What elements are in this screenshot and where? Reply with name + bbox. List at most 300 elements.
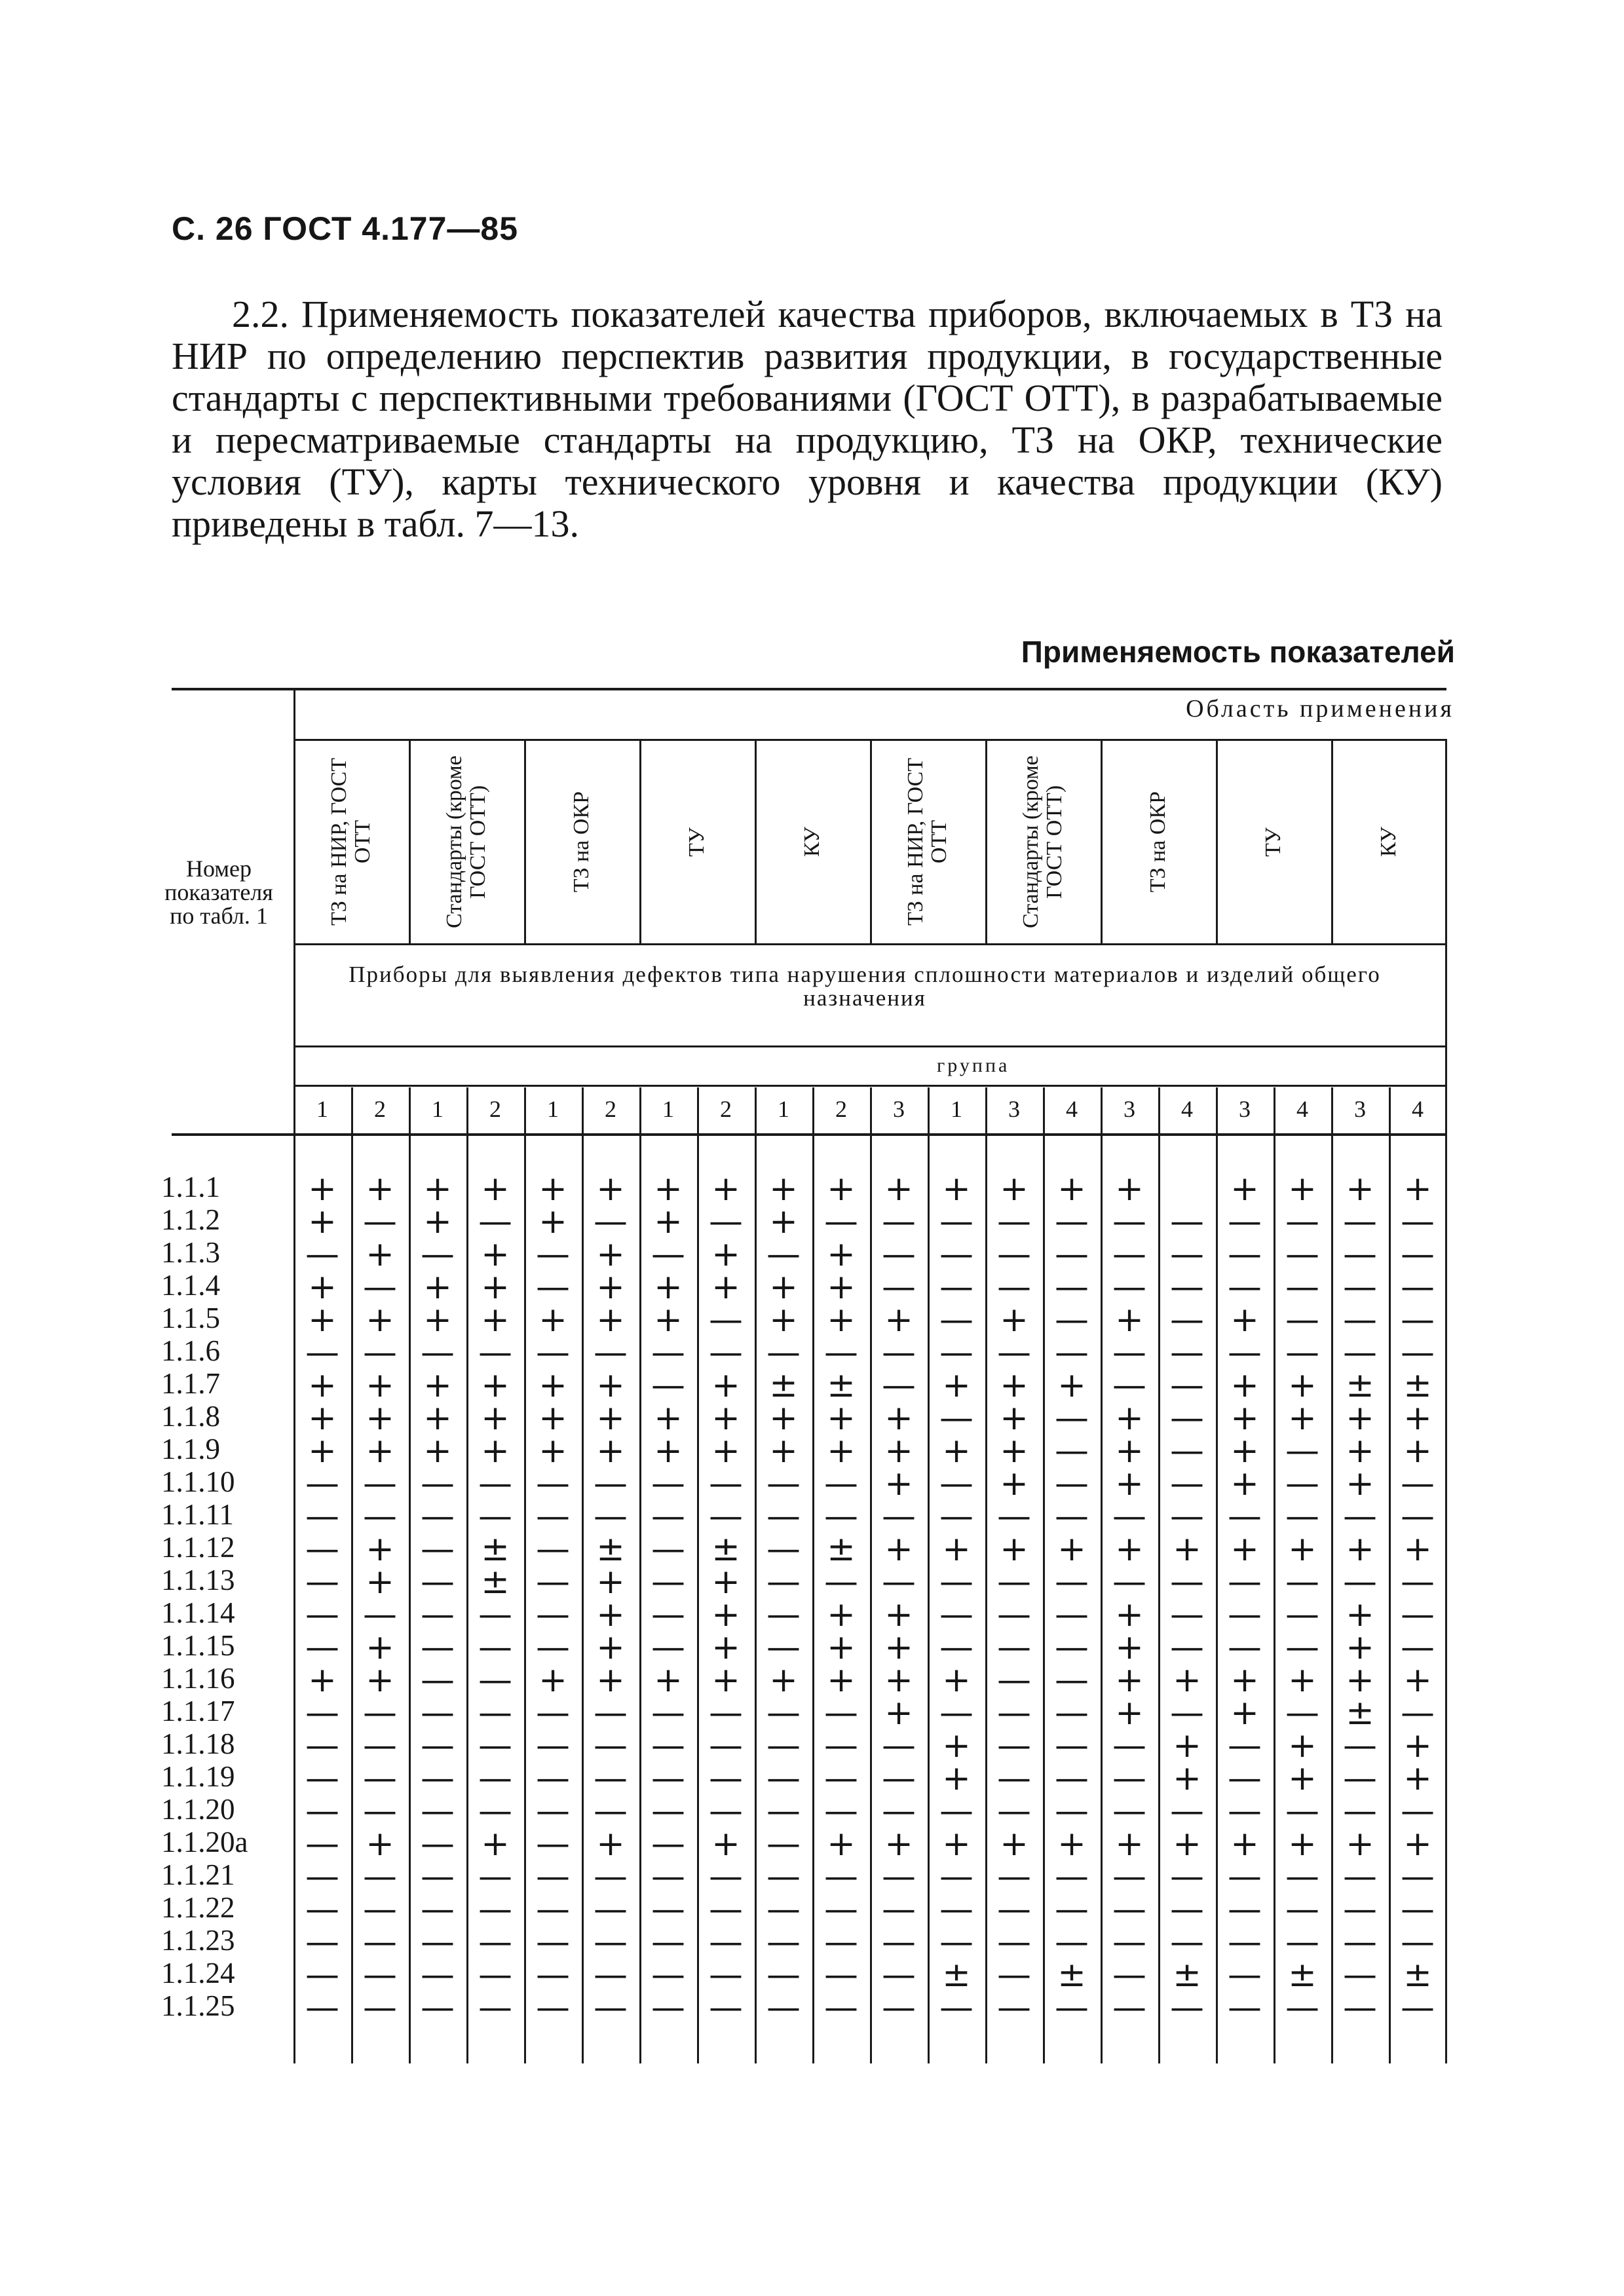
table-cell: +: [481, 1268, 510, 1307]
table-cell: —: [651, 1333, 685, 1372]
table-cell: —: [997, 1562, 1031, 1602]
table-cell: —: [1285, 1890, 1319, 1929]
table-cell: —: [1112, 1726, 1146, 1765]
table-cell: +: [1000, 1366, 1029, 1405]
table-cell: +: [884, 1595, 913, 1634]
table-cell: +: [1000, 1300, 1029, 1340]
table-cell: —: [1343, 1955, 1377, 1995]
table-cell: +: [1173, 1530, 1201, 1569]
table-cell: —: [421, 1333, 455, 1372]
group-number: 1: [662, 1096, 674, 1122]
table-cell: —: [1401, 1497, 1435, 1536]
table-cell: —: [766, 1792, 801, 1831]
table-cell: +: [481, 1366, 510, 1405]
table-cell: —: [536, 1824, 570, 1864]
table-cell: +: [596, 1595, 625, 1634]
column-header-8: [1101, 747, 1216, 937]
table-cell: —: [939, 1399, 973, 1438]
table-cell: +: [366, 1562, 394, 1602]
table-cell: —: [939, 1988, 973, 2027]
table-cell: +: [1288, 1726, 1317, 1765]
column-header-2: [409, 747, 524, 937]
table-cell: —: [1055, 1464, 1089, 1503]
column-header-text: КУ: [1376, 826, 1401, 857]
table-cell: —: [709, 1857, 743, 1896]
table-cell: —: [594, 1202, 628, 1241]
table-cell: +: [1057, 1366, 1086, 1405]
table-cell: —: [997, 1890, 1031, 1929]
group-number: 1: [316, 1096, 328, 1122]
table-cell: —: [882, 1955, 916, 1995]
table-cell: +: [423, 1169, 452, 1209]
group-number: 2: [835, 1096, 847, 1122]
table-cell: —: [1170, 1628, 1204, 1667]
table-cell: +: [942, 1661, 971, 1700]
table-cell: —: [651, 1497, 685, 1536]
row-label: 1.1.24: [161, 1957, 235, 1989]
table-cell: —: [1055, 1595, 1089, 1634]
table-cell: +: [769, 1431, 798, 1471]
table-cell: +: [596, 1235, 625, 1274]
table-cell: —: [536, 1759, 570, 1798]
table-cell: +: [827, 1595, 856, 1634]
table-cell: —: [1285, 1333, 1319, 1372]
table-cell: —: [1112, 1366, 1146, 1405]
column-header-3: [524, 747, 639, 937]
table-cell: —: [363, 1497, 397, 1536]
table-cell: —: [709, 1497, 743, 1536]
table-cell: —: [1285, 1202, 1319, 1241]
table-cell: +: [538, 1366, 567, 1405]
table-cell: +: [1346, 1464, 1374, 1503]
table-cell: —: [997, 1759, 1031, 1798]
table-cell: —: [478, 1202, 512, 1241]
table-cell: +: [1346, 1628, 1374, 1667]
table-cell: +: [1230, 1693, 1259, 1733]
device-type-rule: [293, 1045, 1446, 1047]
table-cell: —: [939, 1792, 973, 1831]
row-label: 1.1.22: [161, 1891, 235, 1924]
row-label: 1.1.9: [161, 1433, 220, 1465]
table-cell: —: [651, 1890, 685, 1929]
row-label: 1.1.17: [161, 1695, 235, 1727]
table-cell: +: [423, 1431, 452, 1471]
group-number: 2: [720, 1096, 732, 1122]
table-cell: +: [711, 1595, 740, 1634]
table-cell: —: [305, 1562, 339, 1602]
table-cell: +: [1346, 1399, 1374, 1438]
table-cell: +: [1115, 1399, 1144, 1438]
table-cell: —: [1401, 1268, 1435, 1307]
table-cell: +: [366, 1530, 394, 1569]
table-cell: —: [1401, 1628, 1435, 1667]
table-cell: —: [651, 1988, 685, 2027]
table-cell: —: [709, 1759, 743, 1798]
row-label: 1.1.14: [161, 1596, 235, 1629]
table-cell: —: [305, 1955, 339, 1995]
table-cell: —: [594, 1497, 628, 1536]
table-cell: —: [1285, 1268, 1319, 1307]
table-cell: —: [1228, 1628, 1262, 1667]
table-cell: ±: [827, 1530, 856, 1569]
row-label: 1.1.16: [161, 1662, 235, 1695]
table-cell: +: [711, 1169, 740, 1209]
table-cell: +: [538, 1202, 567, 1241]
table-cell: +: [308, 1300, 337, 1340]
table-cell: +: [1173, 1759, 1201, 1798]
table-cell: —: [421, 1562, 455, 1602]
table-cell: —: [824, 1955, 858, 1995]
table-cell: —: [305, 1759, 339, 1798]
table-cell: —: [421, 1923, 455, 1962]
group-number: 2: [489, 1096, 501, 1122]
column-header-text: ТЗ на НИР, ГОСТ ОТТ: [903, 757, 951, 926]
table-cell: —: [1228, 1202, 1262, 1241]
table-cell: —: [651, 1792, 685, 1831]
table-cell: —: [1055, 1759, 1089, 1798]
table-cell: —: [594, 1923, 628, 1962]
table-cell: —: [651, 1628, 685, 1667]
table-cell: +: [1288, 1661, 1317, 1700]
table-cell: —: [997, 1857, 1031, 1896]
table-cell: +: [827, 1268, 856, 1307]
table-cell: —: [882, 1923, 916, 1962]
table-cell: —: [1401, 1890, 1435, 1929]
row-label: 1.1.4: [161, 1269, 220, 1302]
table-cell: —: [997, 1923, 1031, 1962]
table-cell: —: [594, 1890, 628, 1929]
table-cell: —: [882, 1202, 916, 1241]
table-cell: —: [709, 1726, 743, 1765]
table-cell: —: [651, 1759, 685, 1798]
table-cell: —: [1055, 1235, 1089, 1274]
column-header-text: Стандарты (кроме ГОСТ ОТТ): [442, 755, 490, 928]
table-cell: +: [1000, 1431, 1029, 1471]
table-cell: +: [1403, 1759, 1432, 1798]
table-cell: —: [1401, 1300, 1435, 1340]
table-cell: —: [1343, 1497, 1377, 1536]
table-cell: —: [1055, 1792, 1089, 1831]
group-label-rule: [293, 1085, 1446, 1087]
table-cell: —: [536, 1530, 570, 1569]
table-cell: +: [884, 1693, 913, 1733]
table-cell: —: [1401, 1988, 1435, 2027]
table-cell: +: [1230, 1464, 1259, 1503]
table-cell: ±: [711, 1530, 740, 1569]
table-cell: —: [1285, 1857, 1319, 1896]
table-cell: +: [366, 1169, 394, 1209]
row-header-label: Номер показателя по табл. 1: [164, 856, 273, 929]
group-number: 4: [1181, 1096, 1193, 1122]
table-caption: Применяемость показателей: [1021, 635, 1455, 669]
table-cell: —: [709, 1923, 743, 1962]
table-cell: ±: [1057, 1955, 1086, 1995]
table-cell: —: [882, 1759, 916, 1798]
table-cell: +: [654, 1300, 683, 1340]
table-cell: —: [478, 1333, 512, 1372]
column-header-text: ТЗ на НИР, ГОСТ ОТТ: [327, 757, 375, 926]
table-cell: +: [1115, 1661, 1144, 1700]
table-cell: —: [997, 1726, 1031, 1765]
table-cell: ±: [481, 1562, 510, 1602]
table-cell: —: [1170, 1595, 1204, 1634]
table-cell: —: [305, 1792, 339, 1831]
table-cell: —: [536, 1792, 570, 1831]
table-cell: —: [305, 1235, 339, 1274]
table-cell: +: [827, 1661, 856, 1700]
table-cell: +: [1173, 1824, 1201, 1864]
table-cell: +: [1230, 1169, 1259, 1209]
table-cell: —: [651, 1955, 685, 1995]
table-cell: —: [305, 1497, 339, 1536]
table-cell: —: [536, 1955, 570, 1995]
table-cell: —: [824, 1497, 858, 1536]
table-cell: +: [596, 1562, 625, 1602]
table-cell: +: [1115, 1824, 1144, 1864]
row-label: 1.1.19: [161, 1760, 235, 1793]
table-cell: —: [536, 1333, 570, 1372]
table-cell: —: [536, 1235, 570, 1274]
table-cell: —: [997, 1988, 1031, 2027]
table-cell: —: [997, 1235, 1031, 1274]
row-label: 1.1.3: [161, 1236, 220, 1269]
table-cell: —: [766, 1923, 801, 1962]
table-cell: —: [651, 1824, 685, 1864]
table-cell: —: [824, 1562, 858, 1602]
group-number: 3: [1124, 1096, 1135, 1122]
table-cell: —: [766, 1857, 801, 1896]
group-number: 2: [605, 1096, 616, 1122]
table-cell: —: [939, 1235, 973, 1274]
table-cell: +: [366, 1661, 394, 1700]
table-cell: —: [1343, 1268, 1377, 1307]
row-label: 1.1.8: [161, 1400, 220, 1433]
group-number: 1: [778, 1096, 789, 1122]
table-cell: —: [1055, 1562, 1089, 1602]
table-cell: —: [363, 1202, 397, 1241]
table-cell: —: [594, 1333, 628, 1372]
table-cell: +: [423, 1399, 452, 1438]
table-cell: +: [1288, 1169, 1317, 1209]
table-cell: —: [1228, 1497, 1262, 1536]
table-cell: —: [421, 1693, 455, 1733]
table-cell: —: [305, 1628, 339, 1667]
table-cell: —: [997, 1333, 1031, 1372]
table-cell: +: [596, 1824, 625, 1864]
column-header-text: ТЗ на ОКР: [1146, 791, 1170, 893]
table-cell: ±: [827, 1366, 856, 1405]
table-cell: —: [1285, 1300, 1319, 1340]
column-header-text: Стандарты (кроме ГОСТ ОТТ): [1019, 755, 1067, 928]
area-title: Область применения: [1186, 695, 1454, 723]
column-header-text: ТЗ на ОКР: [569, 791, 594, 893]
row-label: 1.1.6: [161, 1334, 220, 1367]
table-cell: ±: [769, 1366, 798, 1405]
row-label: 1.1.5: [161, 1302, 220, 1334]
table-cell: —: [997, 1497, 1031, 1536]
table-cell: ±: [481, 1530, 510, 1569]
table-cell: —: [1401, 1792, 1435, 1831]
table-cell: —: [824, 1857, 858, 1896]
table-cell: —: [882, 1366, 916, 1405]
table-cell: —: [766, 1530, 801, 1569]
table-cell: —: [939, 1595, 973, 1634]
table-cell: +: [308, 1661, 337, 1700]
table-cell: —: [709, 1955, 743, 1995]
table-cell: —: [536, 1268, 570, 1307]
group-number: 3: [1239, 1096, 1251, 1122]
table-cell: —: [766, 1759, 801, 1798]
table-cell: +: [366, 1628, 394, 1667]
table-cell: +: [654, 1399, 683, 1438]
table-cell: —: [939, 1333, 973, 1372]
table-cell: +: [366, 1235, 394, 1274]
table-cell: —: [1170, 1464, 1204, 1503]
table-cell: —: [478, 1595, 512, 1634]
table-cell: —: [1228, 1595, 1262, 1634]
table-cell: +: [366, 1824, 394, 1864]
table-cell: +: [538, 1431, 567, 1471]
table-cell: +: [769, 1399, 798, 1438]
intro-paragraph: 2.2. Применяемость показателей качества приборов, включаемых в ТЗ на НИР по определению перспектив развития продукции, в государственные стандарты с перспективными требованиями (ГОСТ ОТТ), в разрабатываемые и пересматриваемые стандарты на продукцию, ТЗ на ОКР, технические условия (ТУ), карты технического уровня и качества продукции (КУ) приведены в табл. 7—13.: [172, 293, 1443, 545]
table-cell: —: [766, 1497, 801, 1536]
table-cell: —: [1055, 1726, 1089, 1765]
column-headers-rule: [293, 943, 1446, 945]
table-cell: +: [1000, 1464, 1029, 1503]
table-cell: —: [421, 1497, 455, 1536]
table-cell: —: [1343, 1300, 1377, 1340]
table-cell: —: [536, 1726, 570, 1765]
table-cell: +: [942, 1824, 971, 1864]
group-number: 3: [1354, 1096, 1366, 1122]
table-cell: —: [1055, 1988, 1089, 2027]
table-cell: —: [1112, 1923, 1146, 1962]
table-cell: +: [1230, 1431, 1259, 1471]
table-cell: +: [1403, 1661, 1432, 1700]
group-number: 2: [374, 1096, 386, 1122]
table-cell: +: [1173, 1661, 1201, 1700]
table-cell: +: [481, 1235, 510, 1274]
table-cell: +: [827, 1824, 856, 1864]
table-cell: +: [538, 1661, 567, 1700]
group-label: группа: [937, 1055, 1010, 1076]
table-cell: —: [1285, 1497, 1319, 1536]
table-cell: —: [421, 1530, 455, 1569]
table-cell: +: [308, 1169, 337, 1209]
table-cell: +: [769, 1268, 798, 1307]
table-cell: —: [305, 1693, 339, 1733]
table-cell: —: [709, 1464, 743, 1503]
table-cell: —: [1170, 1202, 1204, 1241]
table-cell: +: [942, 1366, 971, 1405]
table-cell: —: [882, 1497, 916, 1536]
table-cell: —: [536, 1562, 570, 1602]
table-cell: —: [363, 1693, 397, 1733]
table-cell: —: [824, 1923, 858, 1962]
table-cell: +: [827, 1235, 856, 1274]
table-cell: —: [939, 1693, 973, 1733]
table-cell: +: [1288, 1824, 1317, 1864]
table-cell: —: [1112, 1890, 1146, 1929]
table-cell: —: [766, 1988, 801, 2027]
table-cell: +: [1288, 1399, 1317, 1438]
table-cell: —: [478, 1693, 512, 1733]
table-cell: —: [1228, 1235, 1262, 1274]
row-label: 1.1.25: [161, 1989, 235, 2022]
column-header-text: ТУ: [685, 827, 709, 857]
table-cell: —: [1112, 1202, 1146, 1241]
table-cell: +: [1000, 1530, 1029, 1569]
table-cell: —: [824, 1792, 858, 1831]
table-cell: —: [363, 1595, 397, 1634]
table-cell: +: [366, 1399, 394, 1438]
table-cell: —: [536, 1464, 570, 1503]
table-cell: —: [939, 1300, 973, 1340]
table-cell: —: [709, 1988, 743, 2027]
table-cell: —: [824, 1464, 858, 1503]
table-cell: +: [1346, 1661, 1374, 1700]
row-label: 1.1.12: [161, 1531, 235, 1564]
table-cell: —: [766, 1955, 801, 1995]
table-cell: —: [421, 1628, 455, 1667]
table-cell: —: [1112, 1333, 1146, 1372]
table-cell: —: [1228, 1333, 1262, 1372]
table-cell: +: [538, 1169, 567, 1209]
table-cell: +: [1403, 1530, 1432, 1569]
table-cell: +: [1230, 1300, 1259, 1340]
table-cell: —: [1401, 1857, 1435, 1896]
table-cell: —: [305, 1890, 339, 1929]
table-cell: —: [1112, 1955, 1146, 1995]
group-number: 4: [1296, 1096, 1308, 1122]
table-cell: —: [651, 1857, 685, 1896]
table-cell: +: [711, 1562, 740, 1602]
table-cell: —: [1055, 1202, 1089, 1241]
table-cell: —: [421, 1988, 455, 2027]
row-label: 1.1.10: [161, 1465, 235, 1498]
table-cell: —: [536, 1923, 570, 1962]
table-cell: —: [1170, 1792, 1204, 1831]
table-cell: —: [478, 1857, 512, 1896]
table-cell: +: [711, 1628, 740, 1667]
table-cell: —: [305, 1333, 339, 1372]
table-cell: —: [305, 1988, 339, 2027]
table-cell: —: [536, 1497, 570, 1536]
table-cell: ±: [1173, 1955, 1201, 1995]
table-cell: +: [942, 1530, 971, 1569]
table-cell: —: [1343, 1562, 1377, 1602]
table-cell: +: [711, 1824, 740, 1864]
table-cell: —: [882, 1857, 916, 1896]
table-cell: —: [1112, 1759, 1146, 1798]
table-cell: —: [594, 1726, 628, 1765]
table-cell: —: [824, 1890, 858, 1929]
table-cell: —: [594, 1988, 628, 2027]
table-cell: —: [363, 1726, 397, 1765]
table-cell: +: [654, 1169, 683, 1209]
table-cell: +: [884, 1169, 913, 1209]
table-cell: —: [421, 1661, 455, 1700]
row-label: 1.1.7: [161, 1367, 220, 1400]
table-cell: —: [824, 1988, 858, 2027]
table-cell: +: [1115, 1628, 1144, 1667]
table-cell: +: [366, 1431, 394, 1471]
table-cell: +: [1230, 1530, 1259, 1569]
table-cell: —: [421, 1759, 455, 1798]
table-cell: —: [1401, 1235, 1435, 1274]
table-cell: +: [481, 1300, 510, 1340]
table-cell: —: [939, 1562, 973, 1602]
